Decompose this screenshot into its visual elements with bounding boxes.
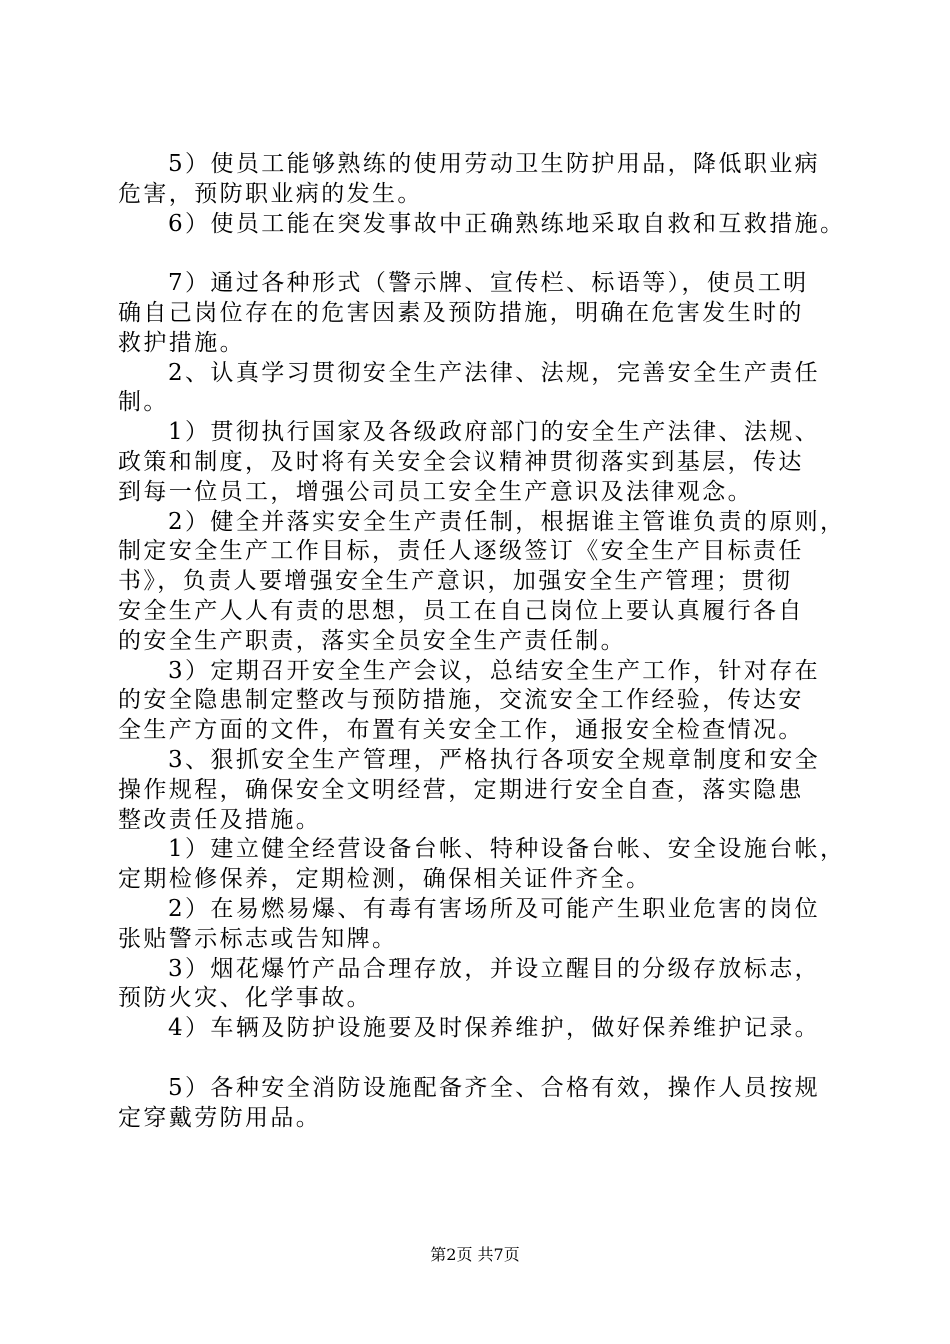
paragraph-line: 救护措施。 — [118, 329, 245, 356]
document-body — [118, 150, 846, 1133]
paragraph-line: 定穿戴劳防用品。 — [118, 1104, 322, 1131]
blank-line — [118, 1044, 838, 1074]
paragraph-line: 书》，负责人要增强安全生产意识，加强安全生产管理；贯彻 — [118, 568, 793, 595]
paragraph-line: 3）定期召开安全生产会议，总结安全生产工作，针对存在 — [168, 657, 821, 684]
paragraph-line: 5）各种安全消防设施配备齐全、合格有效，操作人员按规 — [168, 1074, 821, 1101]
paragraph-line: 全生产方面的文件，布置有关安全工作，通报安全检查情况。 — [118, 717, 804, 744]
section-heading-line: 操作规程，确保安全文明经营，定期进行安全自查，落实隐患 — [118, 776, 804, 803]
paragraph-line: 7）通过各种形式（警示牌、宣传栏、标语等），使员工明 — [168, 270, 809, 297]
paragraph-line: 危害，预防职业病的发生。 — [118, 180, 423, 207]
section-heading-line: 制。 — [118, 389, 169, 416]
paragraph-line: 安全生产人人有责的思想，员工在自己岗位上要认真履行各自 — [118, 597, 804, 624]
paragraph-line: 的安全隐患制定整改与预防措施，交流安全工作经验，传达安 — [118, 687, 804, 714]
blank-line — [118, 239, 838, 269]
section-heading-line: 3、狠抓安全生产管理，严格执行各项安全规章制度和安全 — [168, 746, 821, 773]
paragraph-line: 到每一位员工，增强公司员工安全生产意识及法律观念。 — [118, 478, 753, 505]
paragraph-line: 2）在易燃易爆、有毒有害场所及可能产生职业危害的岗位 — [168, 895, 821, 922]
paragraph-line: 6）使员工能在突发事故中正确熟练地采取自救和互救措施。 — [168, 210, 846, 237]
section-heading-line: 整改责任及措施。 — [118, 806, 322, 833]
paragraph-line: 确自己岗位存在的危害因素及预防措施，明确在危害发生时的 — [118, 299, 804, 326]
section-heading-line: 2、认真学习贯彻安全生产法律、法规，完善安全生产责任 — [168, 359, 821, 386]
paragraph-line: 张贴警示标志或告知牌。 — [118, 925, 398, 952]
paragraph-line: 的安全生产职责，落实全员安全生产责任制。 — [118, 627, 626, 654]
paragraph-line: 1）建立健全经营设备台帐、特种设备台帐、安全设施台帐， — [168, 836, 846, 863]
paragraph-line: 5）使员工能够熟练的使用劳动卫生防护用品，降低职业病 — [168, 151, 821, 177]
paragraph-line: 制定安全生产工作目标，责任人逐级签订《安全生产目标责任 — [118, 538, 804, 565]
paragraph-line: 2）健全并落实安全生产责任制，根据谁主管谁负责的原则， — [168, 508, 846, 535]
paragraph-line: 定期检修保养，定期检测，确保相关证件齐全。 — [118, 866, 652, 893]
page-number-footer: 第2页 共7页 — [430, 1245, 520, 1264]
paragraph-line: 预防火灾、化学事故。 — [118, 985, 372, 1012]
paragraph-line: 政策和制度，及时将有关安全会议精神贯彻落实到基层，传达 — [118, 448, 804, 475]
paragraph-line: 1）贯彻执行国家及各级政府部门的安全生产法律、法规、 — [168, 419, 821, 446]
paragraph-line: 4）车辆及防护设施要及时保养维护，做好保养维护记录。 — [168, 1015, 821, 1042]
paragraph-line: 3）烟花爆竹产品合理存放，并设立醒目的分级存放标志， — [168, 955, 821, 982]
